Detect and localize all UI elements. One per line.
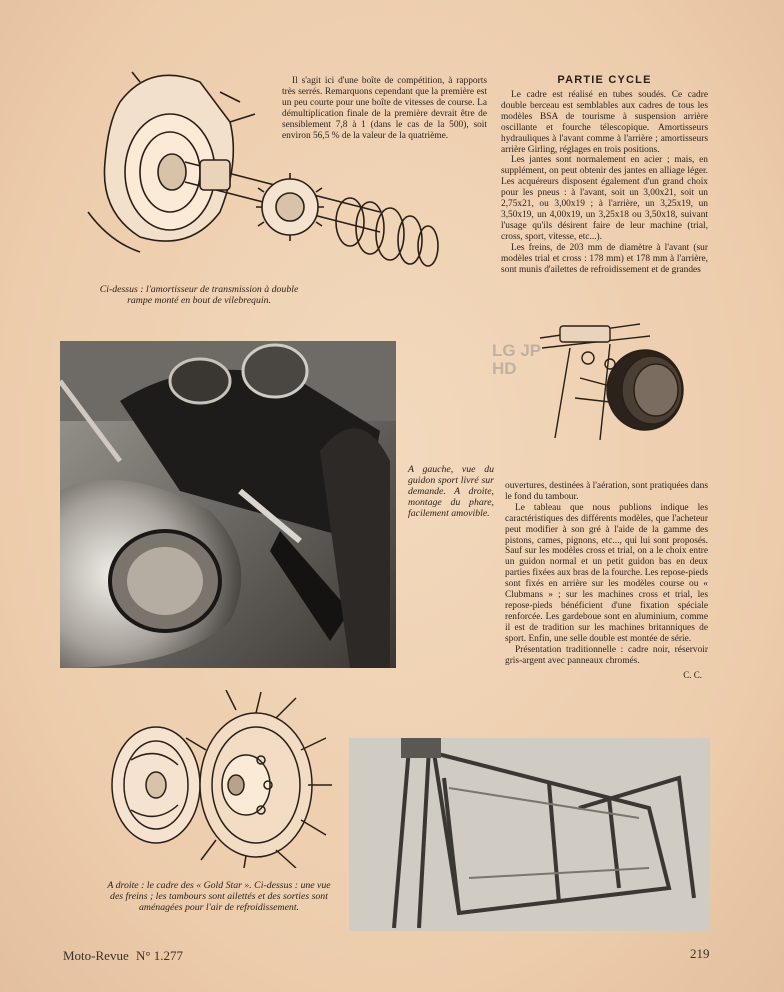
gearbox-paragraph: Il s'agit ici d'une boîte de compétition, à rapports très serrés. Remarquons cependant que la première est un peu courte pour une boîte de vitesses de course. La démultiplication finale de la première devrait être de sensiblement 7,8 à 1 (dans le cas de la 500), soit environ 56,5 % de la valeur de la quatrième. — [282, 76, 487, 141]
watermark — [492, 342, 552, 378]
headlamp-illustration — [460, 318, 710, 448]
brakes-drawing — [96, 690, 332, 868]
paragraph-wheels: Les jantes sont normalement en acier ; mais, en supplément, on peut obtenir des jantes en alliage léger. Les acquéreurs disposent également d'un grand choix pour les pneus : à l'avant, soit un 3,00x21, soit un 2,75x21, ou 3,00x19 ; à l'arrière, un 3,25x19, un 3,50x19, un 4,00x19, un 3,25x18 ou 3,50x18, suivant l'usage qu'ils désirent faire de leur machine (trial, cross, sport, vitesse, etc...). — [501, 155, 708, 242]
caption-handlebar: A gauche, vue du guidon sport livré sur demande. A droite, montage du phare, facilement amovible. — [408, 464, 494, 519]
publication-name: Moto-Revue — [63, 948, 129, 963]
caption-transmission: Ci-dessus : l'amortisseur de transmission à double rampe monté en bout de vilebrequin. — [99, 284, 299, 306]
handlebar-photo — [60, 341, 396, 668]
paragraph-brakes: Les freins, de 203 mm de diamètre à l'avant (sur modèles trial et cross : 178 mm) et 178 mm à l'arrière, sont munis d'ailettes de refroidissement et de grandes — [501, 242, 708, 275]
watermark-text: LG JP HD — [492, 341, 541, 378]
brakes-illustration — [96, 690, 332, 868]
frame-photo — [349, 738, 710, 931]
footer-publication — [63, 948, 183, 964]
frame-photo-image — [349, 738, 710, 931]
continued-column — [505, 481, 708, 681]
paragraph-openings: ouvertures, destinées à l'aération, sont pratiquées dans le fond du tambour. — [505, 481, 708, 502]
issue-number: N° 1.277 — [135, 948, 184, 963]
page-number: 219 — [690, 946, 710, 961]
handlebar-photo-image — [60, 341, 396, 668]
partie-cycle-column — [501, 74, 708, 275]
paragraph-table: Le tableau que nous publions indique les caractéristiques des différents modèles, que l'acheteur peut modifier à son gré à l'aide de la gamme des pistons, cames, pignons, etc..., qui lui sont proposés. Sauf sur les modèles cross et trial, on a le choix entre un guidon normal et un petit guidon bas en deux parties fixées aux bras de la fourche. Les repose-pieds sont fixés en arrière sur les modèles course ou « Clubmans » ; sur les machines cross et trial, les repose-pieds bénéficient d'une fixation spéciale renforcée. Les gardeboue sont en aluminium, comme il est de tradition sur les machines britanniques de sport. Enfin, une selle double est montée de série. — [505, 502, 708, 644]
paragraph-presentation: Présentation traditionnelle : cadre noir, réservoir gris-argent avec panneaux chromés. — [505, 644, 708, 666]
paragraph-frame: Le cadre est réalisé en tubes soudés. Ce cadre double berceau est semblables aux cadres de tous les modèles BSA de tourisme à suspension arrière oscillante et fourche télescopique. Amortisseurs hydrauliques à l'avant comme à l'arrière ; amortisseurs arrière Girling, réglages en trois positions. — [501, 90, 708, 155]
headlamp-drawing — [460, 318, 710, 448]
section-title: PARTIE CYCLE — [557, 74, 652, 86]
signature: C. C. — [683, 670, 702, 681]
caption-frame: A droite : le cadre des « Gold Star ». Ci-dessus : une vue des freins ; les tambours sont ailettés et des sorties sont aménagées pour l'air de refroidissement. — [107, 880, 331, 913]
gearbox-text — [282, 76, 487, 141]
